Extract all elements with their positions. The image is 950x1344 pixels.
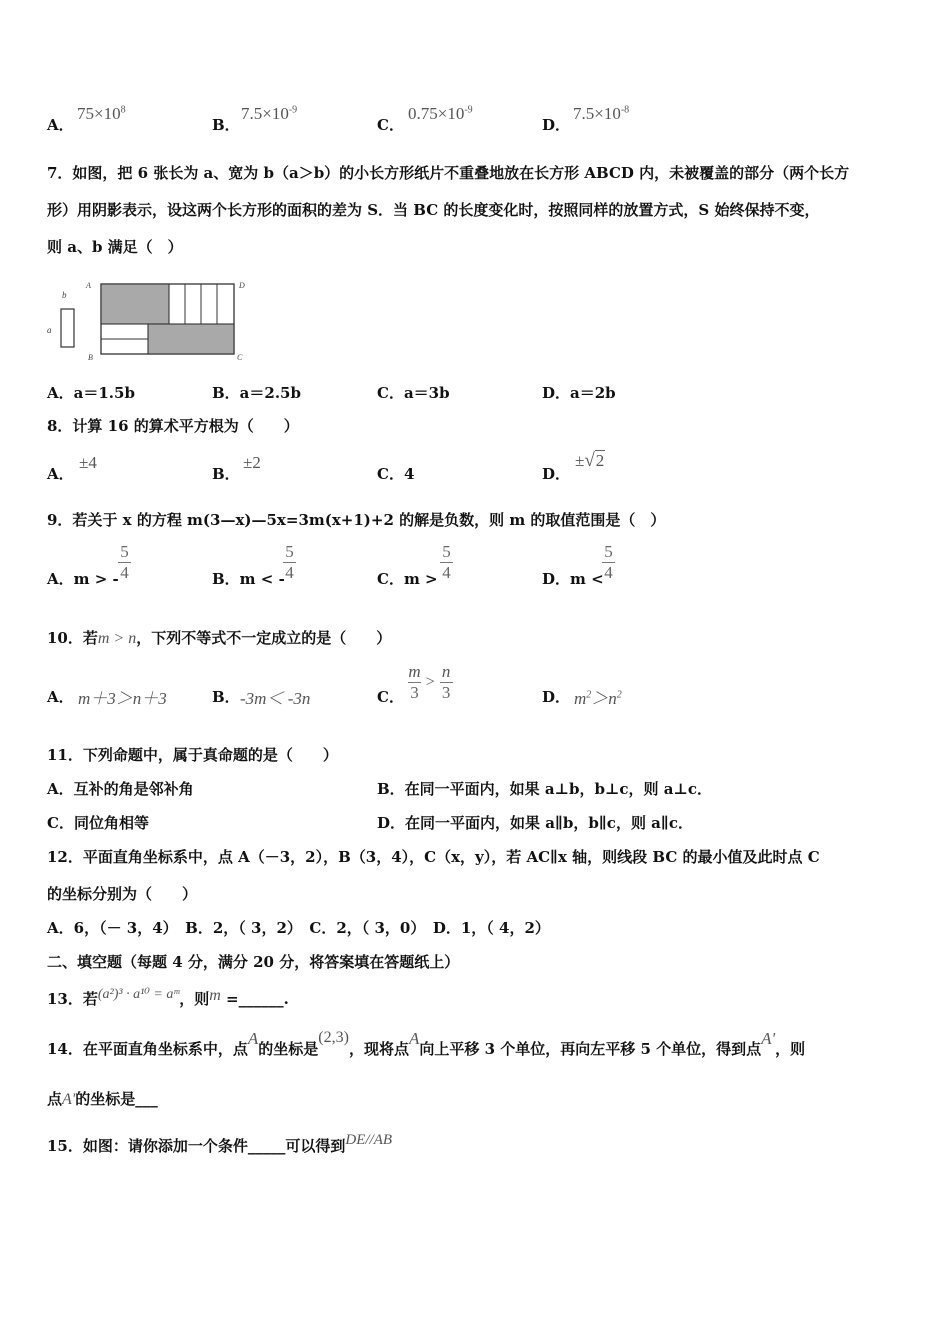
q10-option-a: A．: [47, 688, 74, 706]
q8-stem: 8．计算 16 的算术平方根为（ ）: [47, 417, 299, 435]
q12-options: A．6，（－ 3，4） B．2，（ 3，2） C．2，（ 3，0） D．1，（ 4，2）: [47, 919, 550, 937]
fig-label-C: C: [237, 353, 243, 362]
q8-option-d: D．: [542, 465, 571, 483]
q10-option-d-value: $m^2>n^2$: [574, 689, 622, 708]
q11-stem: 11．下列命题中，属于真命题的是（ ）: [47, 746, 338, 764]
q8-option-c: C．4: [377, 465, 415, 483]
q10-stem: 10．若m > n，下列不等式不一定成立的是（ ）: [47, 629, 392, 647]
q8-option-b: B．: [212, 465, 240, 483]
q10-option-b: B．: [212, 688, 240, 706]
q9-option-c: C．m >: [377, 570, 438, 588]
q6-option-b: B．: [212, 116, 240, 134]
q6-option-c: C．: [377, 116, 404, 134]
q7-option-b: B．a＝2.5b: [212, 384, 301, 402]
q7-option-c: C．a＝3b: [377, 384, 450, 402]
q6-option-b-value: $7.5\times 10^{-9}$: [241, 104, 298, 123]
q10-option-c-value: $\frac{m}{3}$ > $\frac{n}{3}$: [408, 662, 453, 703]
q11-option-b: B．在同一平面内，如果 a⊥b，b⊥c，则 a⊥c．: [377, 780, 713, 798]
fig-label-b: b: [62, 290, 67, 300]
q11-option-d: D．在同一平面内，如果 a∥b，b∥c，则 a∥c．: [377, 814, 693, 832]
q14-stem-line2: 点A'的坐标是___: [47, 1090, 158, 1108]
fig-label-a: a: [47, 325, 52, 335]
q10-option-a-value: m＋3＞n＋3: [78, 689, 167, 708]
q7-stem-line1: 7．如图，把 6 张长为 a、宽为 b（a＞b）的小长方形纸片不重叠地放在长方形 ABCD 内，未被覆盖的部分（两个长方: [47, 164, 850, 182]
q12-stem-line2: 的坐标分别为（ ）: [47, 885, 198, 903]
q10-option-b-value: -3m＜ -3n: [240, 689, 311, 708]
shaded-region-top: [101, 284, 169, 324]
q8-option-a-value: ±4: [79, 453, 97, 472]
q9-option-a-fraction: $\frac{5}{4}$: [118, 542, 131, 583]
fig-label-A: A: [86, 281, 91, 290]
q11-option-c: C．同位角相等: [47, 814, 149, 832]
q6-option-a: A．: [47, 116, 74, 134]
q9-option-b-fraction: $\frac{5}{4}$: [283, 542, 296, 583]
q15-stem: 15．如图：请你添加一个条件_____可以得到DE//AB: [47, 1132, 393, 1155]
q8-option-a: A．: [47, 465, 74, 483]
q11-option-a: A．互补的角是邻补角: [47, 780, 194, 798]
q7-stem-line3: 则 a、b 满足（ ）: [47, 238, 183, 256]
q7-rectangle-figure: [44, 276, 254, 368]
section-fill-in-title: 二、填空题（每题 4 分，满分 20 分，将答案填在答题纸上）: [47, 953, 460, 971]
q10-option-c: C．: [377, 688, 404, 706]
fig-label-D: D: [239, 281, 245, 290]
q9-stem: 9．若关于 x 的方程 m(3—x)—5x=3m(x+1)+2 的解是负数，则 m 的取值范围是（ ）: [47, 511, 666, 529]
q6-option-a-value: $75\times 10^8$: [77, 104, 126, 123]
q8-option-b-value: ±2: [243, 453, 261, 472]
q9-option-d-fraction: $\frac{5}{4}$: [602, 542, 615, 583]
q9-option-c-fraction: $\frac{5}{4}$: [440, 542, 453, 583]
q9-option-b: B．m < -: [212, 570, 285, 588]
q7-option-d: D．a＝2b: [542, 384, 616, 402]
q7-stem-line2: 形）用阴影表示，设这两个长方形的面积的差为 S．当 BC 的长度变化时，按照同样的放置方式，S 始终保持不变，: [47, 201, 820, 219]
q14-stem-line1: 14．在平面直角坐标系中，点A的坐标是(2,3)，现将点A向上平移 3 个单位，再向左平移 5 个单位，得到点A'，则: [47, 1029, 806, 1058]
q6-option-d: D．: [542, 116, 571, 134]
q6-option-d-value: $7.5\times 10^{-8}$: [573, 104, 630, 123]
q7-option-a: A．a＝1.5b: [47, 384, 135, 402]
fig-label-B: B: [88, 353, 93, 362]
shaded-region-bottom: [148, 324, 234, 354]
q9-option-d: D．m <: [542, 570, 604, 588]
q10-option-d: D．: [542, 688, 571, 706]
q8-option-d-value: ±√2: [575, 450, 605, 471]
small-rectangle: [61, 309, 74, 347]
q6-option-c-value: $0.75\times 10^{-9}$: [408, 104, 473, 123]
q13-stem: 13．若(a²)³ · a¹⁰ = aᵐ，则m =______.: [47, 987, 289, 1008]
q9-option-a: A．m > -: [47, 570, 119, 588]
q12-stem-line1: 12．平面直角坐标系中，点 A（－3，2），B（3，4），C（x，y），若 AC∥x 轴，则线段 BC 的最小值及此时点 C: [47, 848, 820, 866]
